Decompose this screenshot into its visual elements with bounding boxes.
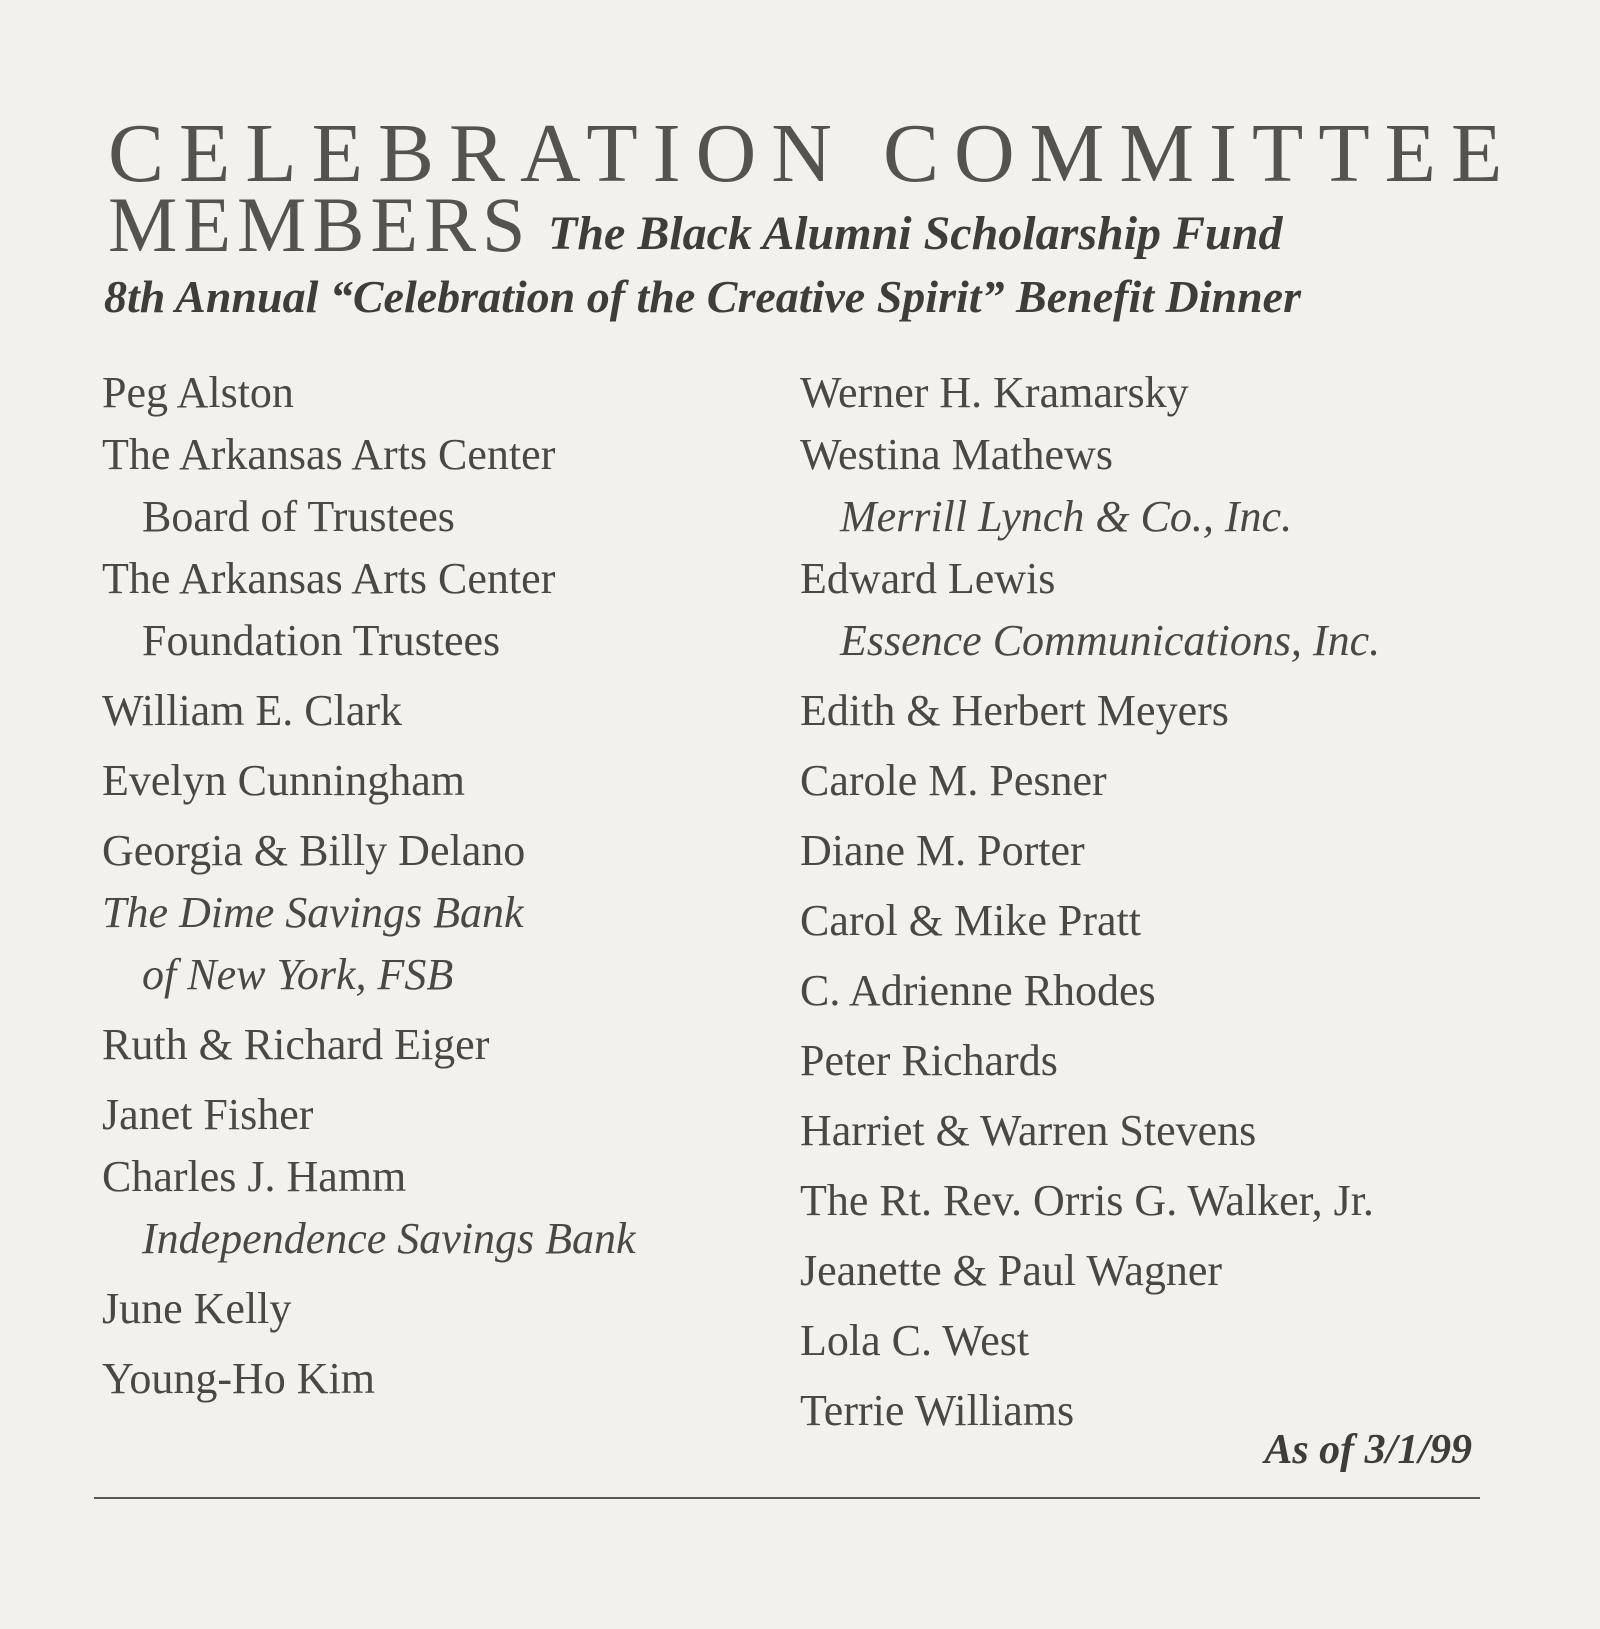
member-entry: William E. Clark [102, 686, 403, 735]
member-entry: Edith & Herbert Meyers [800, 686, 1229, 735]
event-name: 8th Annual “Celebration of the Creative Spirit” Benefit Dinner [104, 271, 1301, 322]
member-entry: Werner H. Kramarsky [800, 368, 1189, 417]
member-entry: C. Adrienne Rhodes [800, 966, 1156, 1015]
member-list-left [102, 362, 636, 1410]
member-entry: Harriet & Warren Stevens [800, 1106, 1257, 1155]
member-entry: Carol & Mike Pratt [800, 896, 1141, 945]
member-entry: The Rt. Rev. Orris G. Walker, Jr. [800, 1176, 1374, 1225]
member-entry: Peg Alston [102, 368, 294, 417]
member-entry: Young-Ho Kim [102, 1354, 376, 1403]
member-affiliation: Merrill Lynch & Co., Inc. [840, 492, 1293, 541]
member-affiliation: Independence Savings Bank [142, 1214, 636, 1263]
member-affiliation: Essence Communications, Inc. [840, 616, 1381, 665]
divider [94, 1497, 1480, 1499]
member-entry: Jeanette & Paul Wagner [800, 1246, 1223, 1295]
member-entry: The Arkansas Arts Center [102, 554, 556, 603]
member-affiliation: The Dime Savings Bank [102, 888, 524, 937]
member-entry-continued: Board of Trustees [142, 492, 455, 541]
page-title-members: MEMBERS [108, 181, 532, 268]
as-of-date: As of 3/1/99 [1264, 1427, 1472, 1473]
member-entry: Ruth & Richard Eiger [102, 1020, 490, 1069]
member-entry: Edward Lewis [800, 554, 1056, 603]
organization-name: The Black Alumni Scholarship Fund [548, 207, 1283, 260]
member-entry: Diane M. Porter [800, 826, 1085, 875]
member-list-right [800, 362, 1380, 1442]
member-entry: Evelyn Cunningham [102, 756, 465, 805]
member-entry: Carole M. Pesner [800, 756, 1107, 805]
member-entry: Westina Mathews [800, 430, 1113, 479]
member-entry: Georgia & Billy Delano [102, 826, 526, 875]
member-entry: Terrie Williams [800, 1386, 1075, 1435]
member-entry: Peter Richards [800, 1036, 1058, 1085]
member-entry: Lola C. West [800, 1316, 1030, 1365]
member-entry: Janet Fisher [102, 1090, 314, 1139]
page-title: CELEBRATION COMMITTEE [108, 107, 1518, 200]
member-entry-continued: Foundation Trustees [142, 616, 501, 665]
member-entry: June Kelly [102, 1284, 292, 1333]
member-entry: The Arkansas Arts Center [102, 430, 556, 479]
member-affiliation: of New York, FSB [142, 950, 454, 999]
member-entry: Charles J. Hamm [102, 1152, 407, 1201]
